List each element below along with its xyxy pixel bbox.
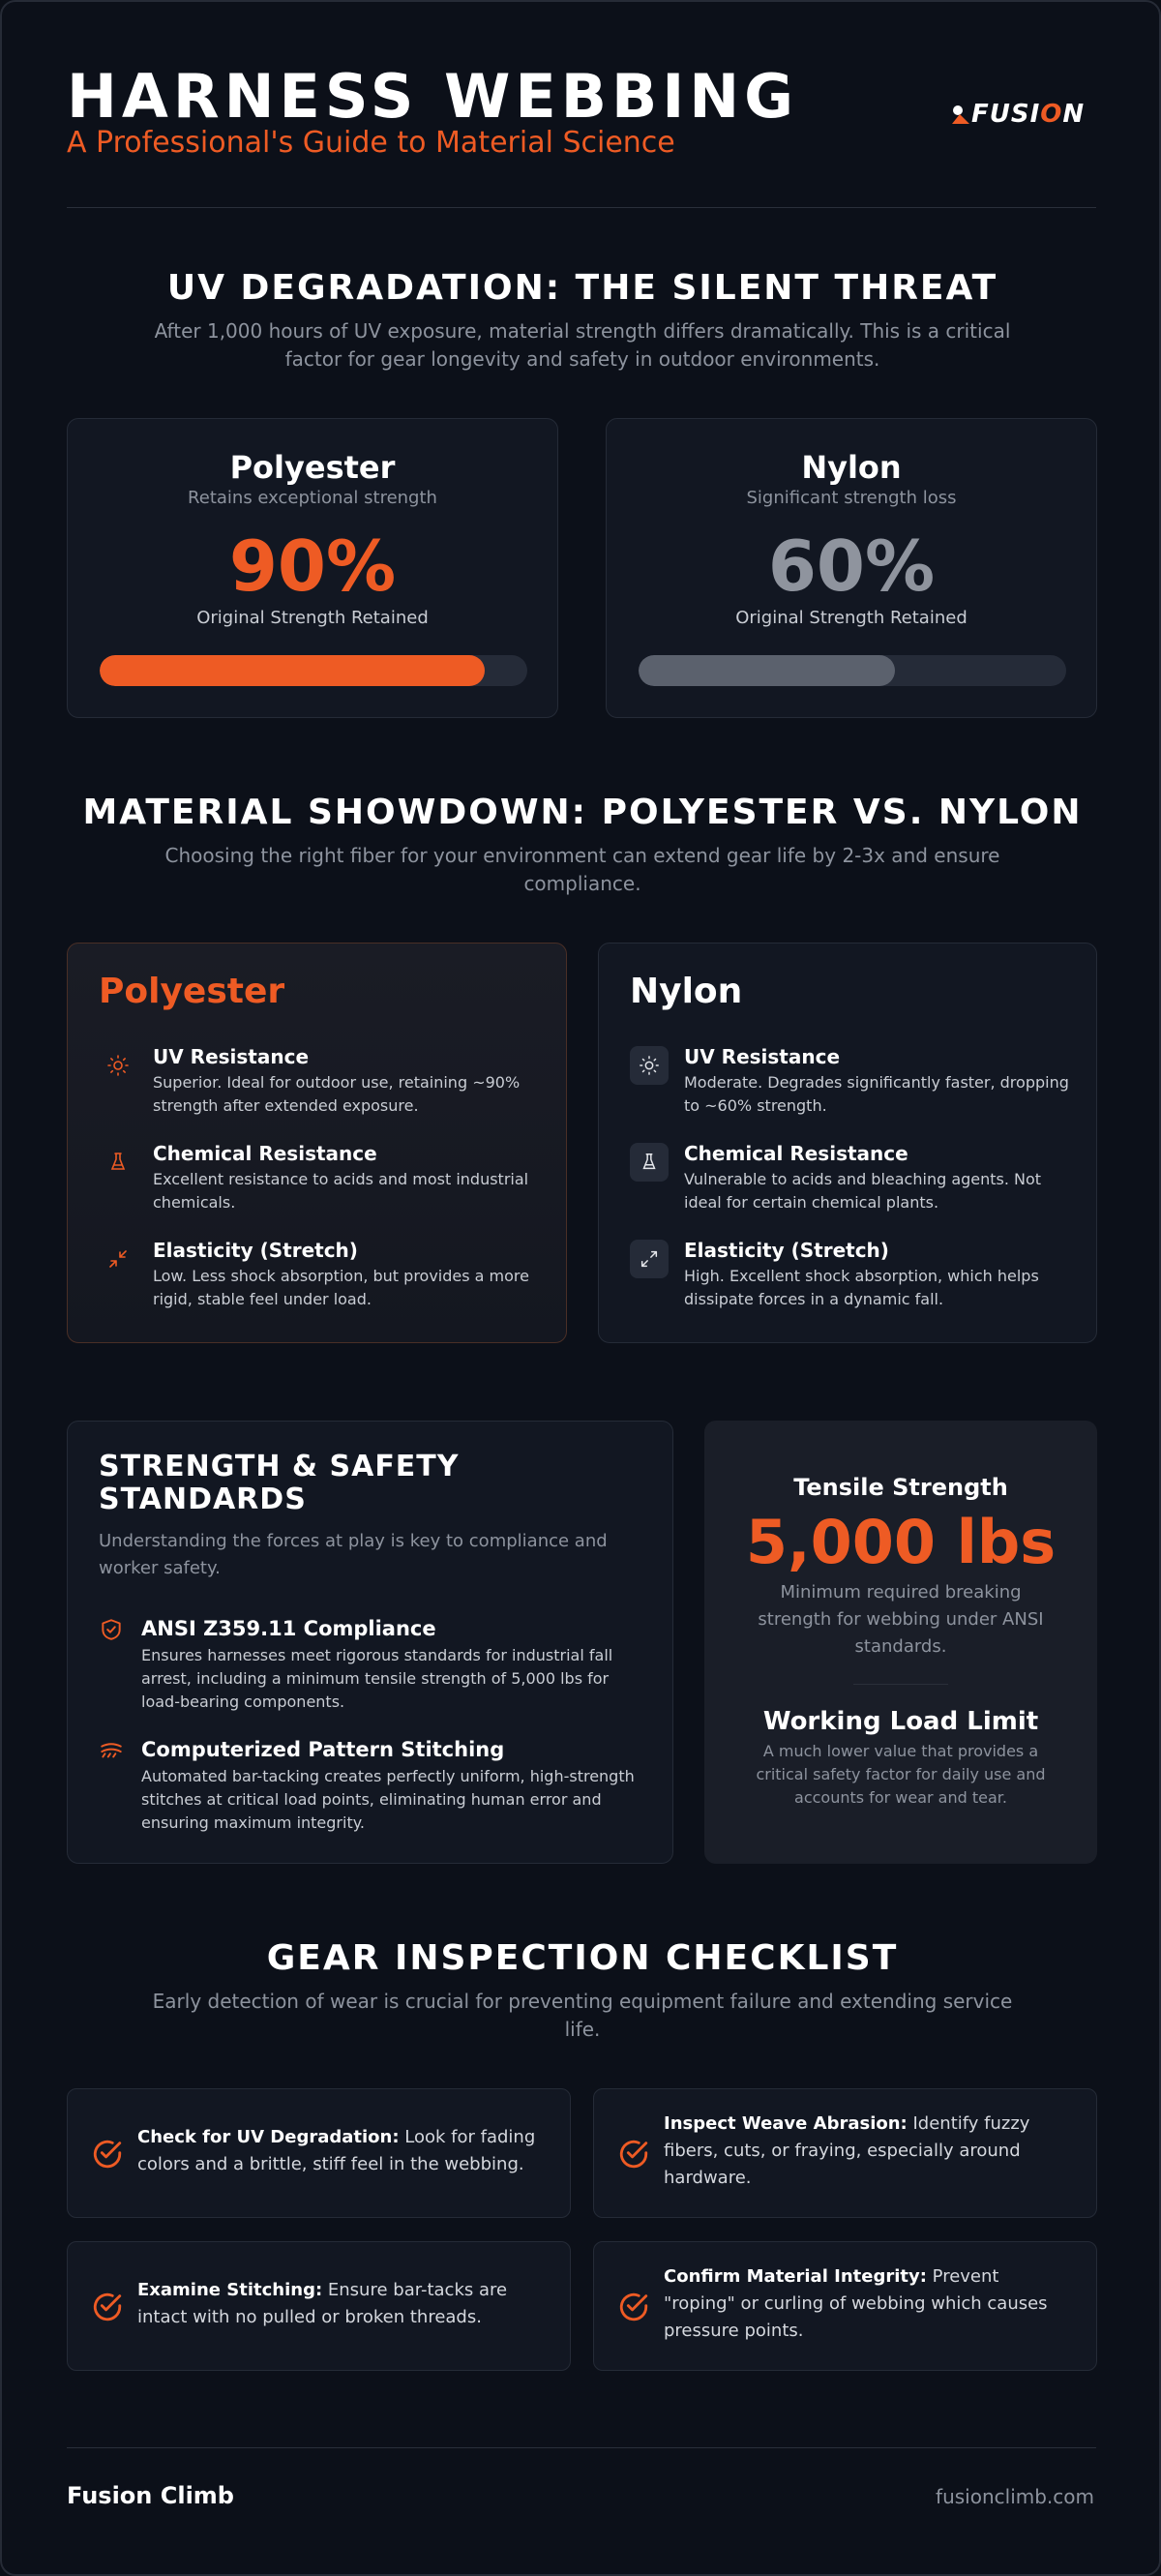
tensile-strength-label: Tensile Strength bbox=[793, 1474, 1008, 1501]
feature-text: Excellent resistance to acids and most industrial chemicals. bbox=[153, 1170, 529, 1212]
feature-chemical-resistance bbox=[99, 1141, 547, 1218]
checklist-item bbox=[67, 2241, 571, 2371]
uv-card-tagline: Retains exceptional strength bbox=[188, 488, 437, 508]
check-circle-icon bbox=[91, 2291, 124, 2323]
material-name: Polyester bbox=[99, 972, 285, 1011]
footer-brand: Fusion Climb bbox=[67, 2482, 234, 2509]
check-circle-icon bbox=[91, 2138, 124, 2171]
showdown-section-description: Choosing the right fiber for your environment can extend gear life by 2-3x and ensure compliance. bbox=[164, 844, 1000, 895]
standard-pattern-stitching bbox=[99, 1736, 640, 1833]
expand-icon bbox=[630, 1240, 669, 1278]
checklist-item bbox=[67, 2088, 571, 2218]
footer-divider bbox=[67, 2447, 1096, 2448]
uv-card-name: Nylon bbox=[801, 449, 902, 486]
feature-elasticity bbox=[99, 1238, 547, 1315]
material-name: Nylon bbox=[630, 972, 743, 1011]
uv-card-tagline: Significant strength loss bbox=[746, 488, 957, 508]
standard-ansi-compliance bbox=[99, 1615, 640, 1712]
feature-title: Elasticity (Stretch) bbox=[684, 1239, 889, 1262]
uv-card-nylon bbox=[606, 418, 1097, 718]
strength-section-description: Understanding the forces at play is key to compliance and worker safety. bbox=[99, 1531, 608, 1578]
sun-icon bbox=[630, 1046, 669, 1085]
showdown-card-nylon bbox=[598, 943, 1097, 1343]
feature-title: Chemical Resistance bbox=[153, 1142, 377, 1165]
compress-icon bbox=[99, 1240, 137, 1278]
stitch-icon bbox=[99, 1738, 124, 1763]
climber-icon bbox=[950, 103, 971, 126]
uv-section-description: After 1,000 hours of UV exposure, material strength differs dramatically. This is a critical factor for gear longevity and safety in outdoor environments. bbox=[154, 319, 1011, 371]
feature-title: UV Resistance bbox=[153, 1045, 310, 1068]
showdown-section-title: MATERIAL SHOWDOWN: POLYESTER VS. NYLON bbox=[82, 793, 1083, 832]
uv-progress-track bbox=[100, 655, 527, 686]
uv-progress-fill bbox=[639, 655, 895, 686]
feature-chemical-resistance bbox=[630, 1141, 1077, 1218]
page-title: HARNESS WEBBING bbox=[67, 61, 799, 132]
flask-icon bbox=[99, 1143, 137, 1182]
feature-text: Low. Less shock absorption, but provides a more rigid, stable feel under load. bbox=[153, 1267, 529, 1308]
feature-uv-resistance bbox=[99, 1044, 547, 1122]
uv-card-polyester bbox=[67, 418, 558, 718]
checklist-item-text: Examine Stitching: Ensure bar-tacks are intact with no pulled or broken threads. bbox=[137, 2280, 508, 2327]
standard-title: ANSI Z359.11 Compliance bbox=[141, 1617, 436, 1640]
sun-icon bbox=[99, 1046, 137, 1085]
feature-text: High. Excellent shock absorption, which helps dissipate forces in a dynamic fall. bbox=[684, 1267, 1039, 1308]
working-load-limit-label: Working Load Limit bbox=[762, 1707, 1039, 1736]
strength-section-title: STRENGTH & SAFETY STANDARDS bbox=[99, 1450, 460, 1516]
feature-title: Elasticity (Stretch) bbox=[153, 1239, 358, 1262]
tensile-strength-value: 5,000 lbs bbox=[745, 1507, 1057, 1577]
standard-title: Computerized Pattern Stitching bbox=[141, 1738, 505, 1761]
check-circle-icon bbox=[617, 2291, 650, 2323]
checklist-item bbox=[593, 2088, 1097, 2218]
feature-title: UV Resistance bbox=[684, 1045, 841, 1068]
standard-text: Ensures harnesses meet rigorous standards for industrial fall arrest, including a minimum tensile strength of 5,000 lbs for load-bearing components. bbox=[141, 1646, 613, 1711]
checklist-section-title: GEAR INSPECTION CHECKLIST bbox=[266, 1938, 899, 1978]
tensile-strength-card bbox=[704, 1421, 1097, 1864]
uv-progress-fill bbox=[100, 655, 485, 686]
logo-wordmark: FUSION bbox=[971, 100, 1086, 129]
feature-title: Chemical Resistance bbox=[684, 1142, 908, 1165]
page-subtitle: A Professional's Guide to Material Science bbox=[67, 126, 675, 160]
uv-card-percent: 90% bbox=[228, 525, 397, 607]
feature-uv-resistance bbox=[630, 1044, 1077, 1122]
uv-section-title: UV DEGRADATION: THE SILENT THREAT bbox=[166, 268, 998, 308]
shield-check-icon bbox=[99, 1617, 124, 1642]
check-circle-icon bbox=[617, 2138, 650, 2171]
fusion-logo bbox=[950, 97, 1091, 132]
uv-card-name: Polyester bbox=[229, 449, 396, 486]
uv-card-caption: Original Strength Retained bbox=[735, 608, 968, 628]
checklist-item-text: Inspect Weave Abrasion: Identify fuzzy fibers, cuts, or fraying, especially around hardware. bbox=[664, 2113, 1030, 2188]
tensile-strength-description: Minimum required breaking strength for webbing under ANSI standards. bbox=[758, 1582, 1044, 1657]
standard-text: Automated bar-tacking creates perfectly uniform, high-strength stitches at critical load points, eliminating human error and ensuring maximum integrity. bbox=[141, 1767, 635, 1832]
header-divider bbox=[67, 207, 1096, 208]
feature-text: Superior. Ideal for outdoor use, retaining ~90% strength after extended exposure. bbox=[153, 1073, 521, 1115]
showdown-card-polyester bbox=[67, 943, 567, 1343]
checklist-item bbox=[593, 2241, 1097, 2371]
feature-text: Moderate. Degrades significantly faster, dropping to ~60% strength. bbox=[684, 1073, 1069, 1115]
checklist-item-text: Confirm Material Integrity: Prevent "roping" or curling of webbing which causes pressure points. bbox=[664, 2266, 1048, 2341]
tensile-divider bbox=[853, 1684, 948, 1685]
footer-url[interactable]: fusionclimb.com bbox=[936, 2485, 1094, 2508]
flask-icon bbox=[630, 1143, 669, 1182]
checklist-section-description: Early detection of wear is crucial for preventing equipment failure and extending service life. bbox=[152, 1990, 1013, 2041]
checklist-item-text: Check for UV Degradation: Look for fading colors and a brittle, stiff feel in the webbing. bbox=[137, 2127, 536, 2174]
uv-card-percent: 60% bbox=[767, 525, 936, 607]
uv-card-caption: Original Strength Retained bbox=[196, 608, 429, 628]
working-load-limit-description: A much lower value that provides a critical safety factor for daily use and accounts for wear and tear. bbox=[756, 1742, 1046, 1807]
uv-progress-track bbox=[639, 655, 1066, 686]
strength-standards-card bbox=[67, 1421, 673, 1864]
feature-elasticity bbox=[630, 1238, 1077, 1315]
feature-text: Vulnerable to acids and bleaching agents. Not ideal for certain chemical plants. bbox=[684, 1170, 1042, 1212]
